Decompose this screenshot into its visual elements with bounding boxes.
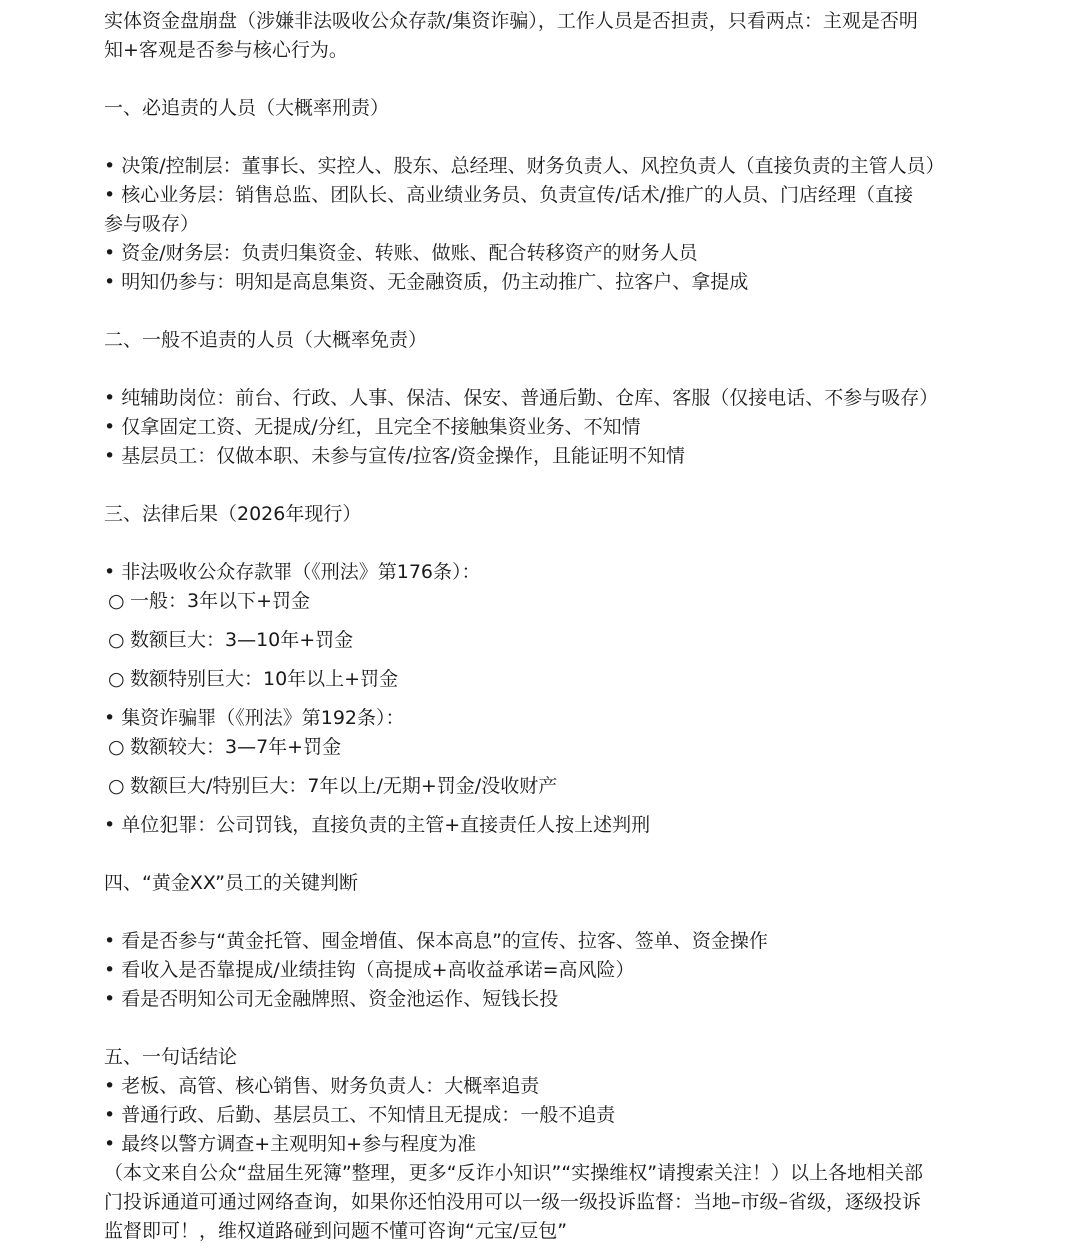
sub-list-item (108, 665, 398, 694)
list-item: • 集资诈骗罪（《刑法》第192条）： (104, 707, 405, 729)
list-item: • 非法吸收公众存款罪（《刑法》第176条）： (104, 561, 481, 583)
list-item: • 看收入是否靠提成/业绩挂钩（高提成+高收益承诺=高风险） (104, 959, 635, 981)
list-item: • 普通行政、后勤、基层员工、不知情且无提成：一般不追责 (104, 1104, 616, 1126)
sub-list-text: 一般：3年以下+罚金 (130, 590, 311, 612)
footer-note-line: （本文来自公众“盘届生死簿”整理，更多“反诈小知识”“实操维权”请搜索关注！）以上各地相关部 (104, 1162, 924, 1184)
sub-list-text: 数额较大：3—7年+罚金 (130, 736, 342, 758)
list-item: • 单位犯罪：公司罚钱，直接负责的主管+直接责任人按上述判刑 (104, 814, 651, 836)
sub-list-item (108, 733, 341, 762)
sub-bullet-icon: ○ (108, 629, 125, 651)
footer-note-line: 门投诉通道可通过网络查询，如果你还怕没用可以一级一级投诉监督：当地–市级–省级，逐级投诉 (104, 1191, 922, 1213)
sub-list-item (108, 626, 353, 655)
list-item: • 看是否参与“黄金托管、囤金增值、保本高息”的宣传、拉客、签单、资金操作 (104, 930, 768, 952)
sub-list-text: 数额巨大：3—10年+罚金 (130, 629, 354, 651)
section-heading: 一、必追责的人员（大概率刑责） (104, 97, 390, 119)
footer-note-line: 监督即可！，维权道路碰到问题不懂可咨询“元宝/豆包” (104, 1220, 568, 1242)
section-heading: 二、一般不追责的人员（大概率免责） (104, 329, 428, 351)
section-heading: 四、“黄金XX”员工的关键判断 (104, 872, 358, 894)
sub-bullet-icon: ○ (108, 736, 125, 758)
list-item: 参与吸存） (104, 213, 200, 235)
sub-list-text: 数额巨大/特别巨大：7年以上/无期+罚金/没收财产 (130, 775, 558, 797)
list-item: • 资金/财务层：负责归集资金、转账、做账、配合转移资产的财务人员 (104, 242, 698, 264)
list-item: • 决策/控制层：董事长、实控人、股东、总经理、财务负责人、风控负责人（直接负责的主管人员） (104, 155, 945, 177)
sub-bullet-icon: ○ (108, 775, 125, 797)
sub-bullet-icon: ○ (108, 590, 125, 612)
sub-bullet-icon: ○ (108, 668, 125, 690)
list-item: • 仅拿固定工资、无提成/分红，且完全不接触集资业务、不知情 (104, 416, 641, 438)
section-heading: 三、法律后果（2026年现行） (104, 503, 362, 525)
sub-list-item (108, 587, 310, 616)
section-heading: 五、一句话结论 (104, 1046, 238, 1068)
list-item: • 老板、高管、核心销售、财务负责人：大概率追责 (104, 1075, 540, 1097)
list-item: • 基层员工：仅做本职、未参与宣传/拉客/资金操作，且能证明不知情 (104, 445, 686, 467)
list-item: • 明知仍参与：明知是高息集资、无金融资质，仍主动推广、拉客户、拿提成 (104, 271, 749, 293)
list-item: • 看是否明知公司无金融牌照、资金池运作、短钱长投 (104, 988, 559, 1010)
sub-list-item (108, 772, 557, 801)
list-item: • 纯辅助岗位：前台、行政、人事、保洁、保安、普通后勤、仓库、客服（仅接电话、不参与吸存） (104, 387, 939, 409)
sub-list-text: 数额特别巨大：10年以上+罚金 (130, 668, 399, 690)
intro-line: 实体资金盘崩盘（涉嫌非法吸收公众存款/集资诈骗），工作人员是否担责，只看两点：主观是否明 (104, 10, 918, 32)
list-item: • 最终以警方调查+主观明知+参与程度为准 (104, 1133, 477, 1155)
list-item: • 核心业务层：销售总监、团队长、高业绩业务员、负责宣传/话术/推广的人员、门店经理（直接 (104, 184, 914, 206)
intro-line: 知+客观是否参与核心行为。 (104, 39, 348, 61)
